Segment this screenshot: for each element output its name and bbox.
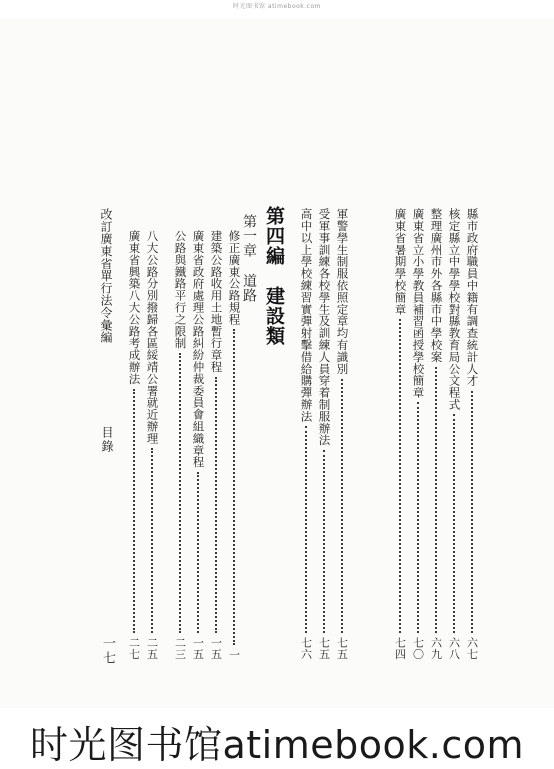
- scanned-page: [0, 18, 554, 708]
- bottom-watermark-banner: [0, 708, 554, 768]
- toc-entry-title: 廣東省暑期學校簡章: [393, 208, 408, 316]
- top-watermark: 时光图书馆 atimebook.com: [233, 3, 321, 10]
- toc-dot-leader: [323, 450, 325, 633]
- toc-dot-leader: [215, 377, 217, 633]
- toc-entry-page: 七四: [393, 637, 407, 660]
- toc-entry-page: 七五: [317, 637, 331, 660]
- toc-entry-page: 二五: [145, 637, 159, 660]
- toc-entry-title: 高中以上學校練習實彈射擊借給購彈辦法: [299, 208, 314, 423]
- toc-entry-page: 七〇: [411, 637, 425, 660]
- toc-entry-title: 八大公路分別撥歸各區綏靖公署就近辦理: [145, 230, 160, 445]
- banner-text: 时光图书馆atimebook.com: [29, 723, 524, 767]
- toc-entry-title: 縣市政府職員中籍有調查統計人才: [465, 208, 480, 387]
- toc-entry-title: 建築公路收用土地暫行章程: [209, 230, 224, 373]
- toc-dot-leader: [233, 329, 235, 644]
- toc-entry-title: 廣東省立小學教員補習函授學校簡章: [411, 208, 426, 399]
- chapter-title: 道路: [241, 273, 257, 303]
- toc-dot-leader: [179, 353, 181, 633]
- toc-dot-leader: [197, 472, 199, 633]
- toc-entry-title: 公路與鐵路平行之限制: [173, 230, 188, 349]
- toc-entry-page: 二七: [127, 637, 141, 660]
- toc-entry-page: 七六: [299, 637, 313, 660]
- part-title: 建設類: [263, 286, 285, 346]
- toc-dot-leader: [399, 319, 401, 633]
- toc-entry-title: 軍警學生制服依照定章均有識別: [335, 208, 350, 375]
- toc-entry-title: 廣東省興築八大公路考成辦法: [127, 230, 142, 385]
- page-number: 一七: [100, 636, 115, 666]
- toc-entry-page: 二三: [173, 637, 187, 660]
- toc-dot-leader: [417, 402, 419, 633]
- toc-dot-leader: [341, 379, 343, 633]
- toc-entry-page: 一五: [191, 637, 205, 660]
- toc-entry-title: 廣東省政府處理公路糾紛仲裁委員會組織章程: [191, 230, 206, 468]
- toc-dot-leader: [453, 414, 455, 633]
- toc-dot-leader: [471, 391, 473, 634]
- toc-entry-page: 六七: [465, 637, 479, 660]
- toc-entry-title: 核定縣立中學學校對縣教育局公文程式: [447, 208, 462, 411]
- toc-entry-title: 受軍事訓練各校學生及訓練人員穿着制服辦法: [317, 208, 332, 446]
- chapter-heading: [242, 214, 256, 303]
- toc-entry-page: 一五: [209, 637, 223, 660]
- chapter-label: 第一章: [241, 214, 257, 258]
- toc-dot-leader: [133, 389, 135, 633]
- toc-entry-page: 七五: [335, 637, 349, 660]
- part-heading: [264, 206, 283, 346]
- toc-dot-leader: [435, 367, 437, 633]
- toc-entry-page: 六八: [447, 637, 461, 660]
- section-label: 目錄: [100, 426, 114, 454]
- toc-dot-leader: [151, 448, 153, 633]
- part-label: 第四編: [263, 206, 285, 266]
- book-title: 改訂廣東省單行法令彙編: [99, 208, 113, 344]
- toc-entry-title: 修正廣東公路規程: [227, 230, 242, 326]
- toc-entry-page: 一: [227, 648, 241, 660]
- toc-entry-title: 整理廣州市外各縣市中學校案: [429, 208, 444, 363]
- toc-dot-leader: [305, 426, 307, 633]
- toc-entry-page: 六九: [429, 637, 443, 660]
